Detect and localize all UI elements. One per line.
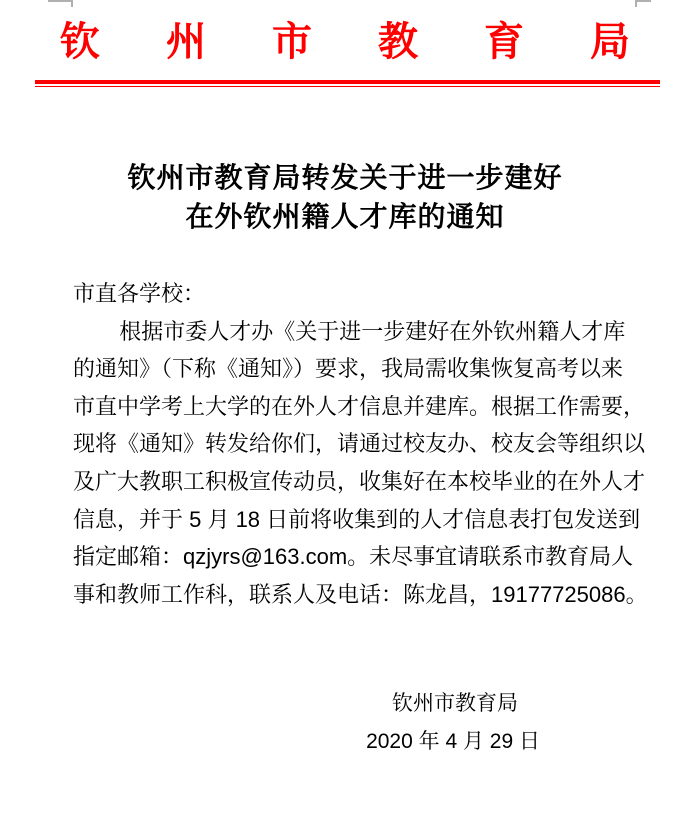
org-name-char: 州 [166, 20, 206, 64]
org-name-char: 钦 [60, 20, 100, 64]
org-name-char: 育 [484, 20, 524, 64]
paragraph-line: 信息，并于 5 月 18 日前将收集到的人才信息表打包发送到 [73, 506, 641, 532]
org-name-char: 市 [272, 20, 312, 64]
paragraph-line: 事和教师工作科，联系人及电话：陈龙昌，19177725086。 [73, 581, 648, 607]
paragraph-line: 及广大教职工积极宣传动员，收集好在本校毕业的在外人才 [73, 468, 646, 494]
signature-date: 2020 年 4 月 29 日 [366, 730, 540, 753]
document-title-line2: 在外钦州籍人才库的通知 [185, 201, 505, 232]
salutation: 市直各学校： [73, 281, 206, 306]
paragraph-line: 现将《通知》转发给你们，请通过校友办、校友会等组织以 [73, 431, 646, 457]
margin-mark-horizontal [48, 0, 73, 2]
margin-mark-horizontal [635, 0, 651, 2]
org-name-char: 教 [378, 20, 418, 64]
paragraph-line: 指定邮箱：qzjyrs@163.com。未尽事宜请联系市教育局人 [73, 544, 634, 570]
document-body [73, 275, 673, 613]
paragraph-line: 的通知》（下称《通知》）要求，我局需收集恢复高考以来 [73, 356, 624, 382]
document-title [0, 158, 690, 236]
letterhead-divider-thick-line [35, 80, 660, 84]
signature-org-name: 钦州市教育局 [392, 692, 518, 715]
document-title-line1: 钦州市教育局转发关于进一步建好 [127, 162, 563, 193]
margin-mark-vertical [71, 0, 73, 7]
letterhead-divider-thin-line [35, 86, 660, 87]
letterhead-divider [35, 80, 660, 87]
org-name-char: 局 [590, 20, 630, 64]
paragraph-line: 根据市委人才办《关于进一步建好在外钦州籍人才库 [119, 318, 626, 344]
letterhead-org-name [0, 20, 690, 64]
margin-mark-vertical [635, 0, 637, 7]
paragraph-line: 市直中学考上大学的在外人才信息并建库。根据工作需要， [73, 393, 646, 419]
